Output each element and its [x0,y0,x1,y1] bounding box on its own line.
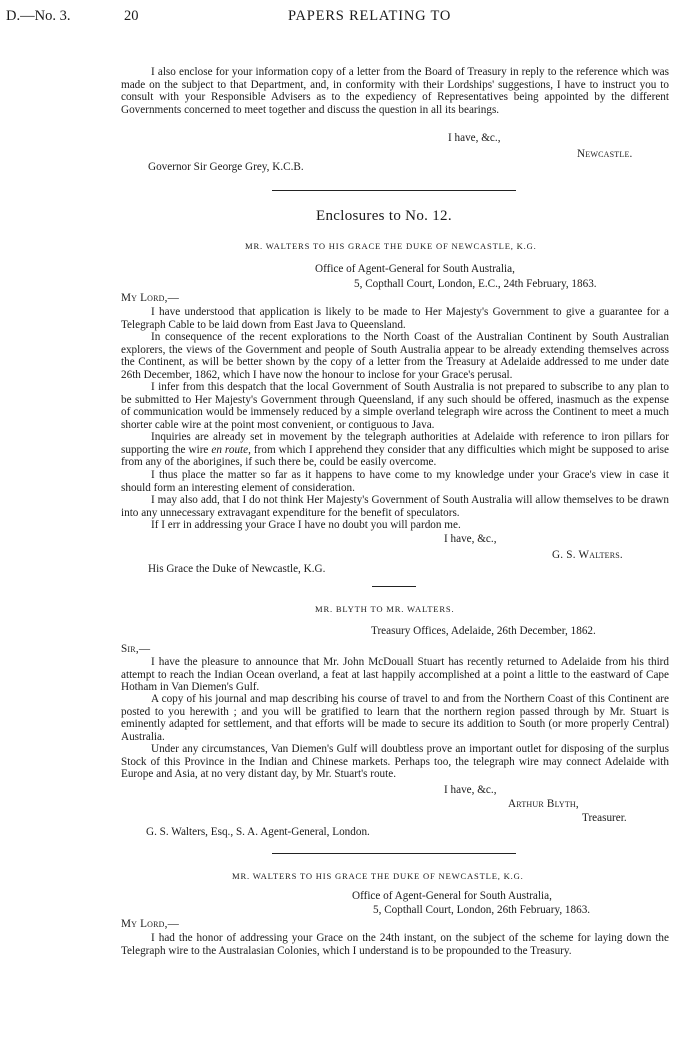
letterB-paragraph-2: A copy of his journal and map describing his course of travel to and from the Northern Coast of this Continent are posted to you herewith ; and you will be gratified to learn that the northern region passed through by Mr. Stuart is eminently adapted for settlement, and that efforts will be made to secure its addition to South (or more properly Central) Australia. [121,693,669,743]
letterB-title: Treasurer. [582,812,627,824]
letterA-paragraph-4-italic: en route [211,443,249,456]
letterA-address-line1: Office of Agent-General for South Australia, [315,263,515,275]
letterB-signature: Arthur Blyth, [508,798,579,810]
letterA-paragraph-3: I infer from this despatch that the local Government of South Australia is not prepared to subscribe to any plan to be submitted to Her Majesty's Government through Queensland, if any such should be offered, inasmuch as the expense of communication would be immensely reduced by a simple overland telegraph wire across the Continent to meet a much shorter cable wire at the point most convenient, or contiguous to Java. [121,381,669,431]
section-divider-2 [272,853,516,854]
section-divider [272,190,516,191]
letterB-addressee: G. S. Walters, Esq., S. A. Agent-General, London. [146,826,370,838]
letter1-paragraph: I also enclose for your information copy of a letter from the Board of Treasury in reply to the reference which was made on the subject to that Department, and, in conformity with their Lordships' suggestions, I have to instruct you to consult with your Responsible Advisers as to the expediency of Representatives being appointed by the different Governments concerned to meet together and discuss the question in all its bearings. [121,66,669,116]
short-divider [372,586,416,587]
letterA-paragraph-5: I thus place the matter so far as it happens to have come to my knowledge under your Grace's view in case it should form an interesting element of consideration. [121,469,669,494]
letterA-paragraph-6: I may also add, that I do not think Her Majesty's Government of South Australia will allow themselves to be drawn into any unnecessary extravagant expenditure for the benefit of speculators. [121,494,669,519]
letterA-closing: I have, &c., [444,533,497,545]
letterB-heading: MR. BLYTH TO MR. WALTERS. [315,604,455,614]
letterC-paragraph-1: I had the honor of addressing your Grace on the 24th instant, on the subject of the scheme for laying down the Telegraph wire to the Australasian Colonies, which I understand is to be propounded to the Treasury. [121,932,669,957]
letterC-heading: MR. WALTERS TO HIS GRACE THE DUKE OF NEWCASTLE, K.G. [232,871,524,881]
letterA-heading: MR. WALTERS TO HIS GRACE THE DUKE OF NEWCASTLE, K.G. [245,241,537,251]
letterA-address-line2: 5, Copthall Court, London, E.C., 24th February, 1863. [354,278,597,290]
letterB-paragraph-1: I have the pleasure to announce that Mr. John McDouall Stuart has recently returned to Adelaide from his third attempt to reach the Indian Ocean overland, a feat at last happily accomplished at a point a little to the eastward of Cape Hotham in Van Diemen's Gulf. [121,656,669,694]
letterC-address-line1: Office of Agent-General for South Australia, [352,890,552,902]
letterB-closing: I have, &c., [444,784,497,796]
letterC-address-line2: 5, Copthall Court, London, 26th February, 1863. [373,904,591,916]
letterB-address: Treasury Offices, Adelaide, 26th December, 1862. [371,625,596,637]
letterA-paragraph-4-part2: , from which I apprehend they consider that any difficulties which might be supposed to arise from any of the aborigines, if such there be, could be easily overcome. [121,443,669,469]
page-number: 20 [124,8,139,24]
letterA-paragraph-2: In consequence of the recent explorations to the North Coast of the Australian Continent by South Australian explorers, the views of the Government and people of South Australia appear to be already extending themselves across the Continent, as will be better shown by the copy of a letter from the Treasury at Adelaide addressed to me under date 26th December, 1862, which I have now the honour to inclose for your Grace's perusal. [121,331,669,381]
letterA-salutation: My Lord,— [121,292,180,304]
letterB-salutation: Sir,— [121,643,151,655]
letterA-paragraph-4-part1: Inquiries are already set in movement by the telegraph authorities at Adelaide with reference to iron pillars for supporting the wire [121,431,669,456]
letterA-paragraph-7: If I err in addressing your Grace I have no doubt you will pardon me. [151,519,461,531]
letter1-closing: I have, &c., [448,132,501,144]
letterA-addressee: His Grace the Duke of Newcastle, K.G. [148,563,326,575]
letterB-paragraph-3: Under any circumstances, Van Diemen's Gulf will doubtless prove an important outlet for disposing of the surplus Stock of this Province in the Indian and Chinese markets. Perhaps too, the telegraph wire may connect Adelaide with Europe and Asia, at no very distant day, by Mr. Stuart's route. [121,743,669,781]
letter1-addressee: Governor Sir George Grey, K.C.B. [148,161,304,173]
letterA-paragraph-1: I have understood that application is likely to be made to Her Majesty's Government to give a guarantee for a Telegraph Cable to be laid down from East Java to Queensland. [121,306,669,331]
letter1-signature: Newcastle. [577,148,633,160]
enclosures-title: Enclosures to No. 12. [316,208,452,224]
running-title: PAPERS RELATING TO [288,8,452,24]
letterA-paragraph-4 [121,431,669,469]
document-reference: D.—No. 3. [6,8,71,24]
letterA-signature: G. S. Walters. [552,549,623,561]
letterC-salutation: My Lord,— [121,918,180,930]
